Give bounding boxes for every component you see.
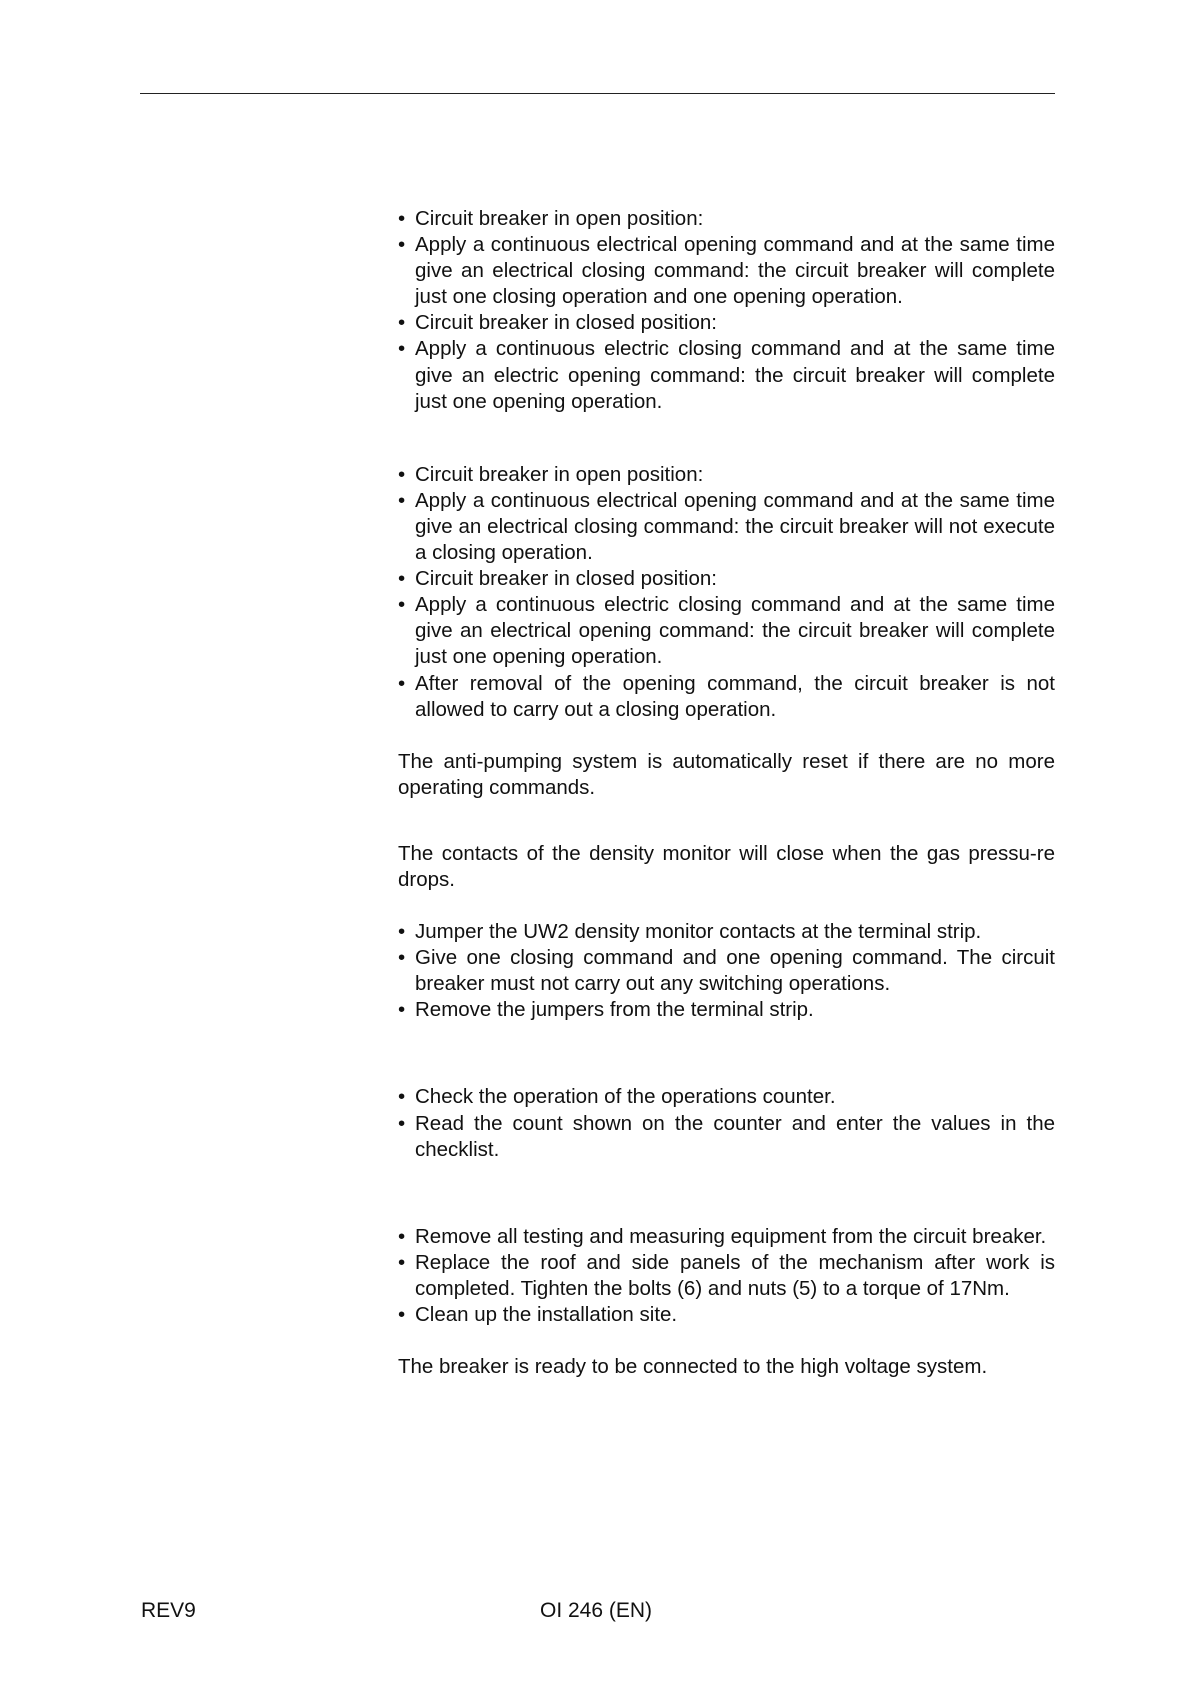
list-item: • Read the count shown on the counter and enter the values in the checklist. (398, 1111, 1055, 1163)
page-content (398, 206, 1055, 1380)
bullet-list (398, 919, 1055, 1023)
bullet-list (398, 462, 1055, 723)
list-item: • Circuit breaker in open position: (398, 206, 1055, 232)
list-item: • After removal of the opening command, the circuit breaker is not allowed to carry out a closing operation. (398, 671, 1055, 723)
list-item: • Jumper the UW2 density monitor contacts at the terminal strip. (398, 919, 1055, 945)
list-item: • Apply a continuous electrical opening command and at the same time give an electrical closing command: the circuit breaker will not execute a closing operation. (398, 488, 1055, 566)
list-item: • Remove all testing and measuring equipment from the circuit breaker. (398, 1224, 1055, 1250)
anti-pumping-device-section (398, 462, 1055, 801)
header-rule (140, 93, 1055, 94)
list-item: • Apply a continuous electrical opening command and at the same time give an electrical closing command: the circuit breaker will complete just one closing operation and one opening operation. (398, 232, 1055, 310)
list-item: • Replace the roof and side panels of the mechanism after work is completed. Tighten the bolts (6) and nuts (5) to a torque of 17Nm. (398, 1250, 1055, 1302)
list-item: • Apply a continuous electric closing command and at the same time give an electrical opening command: the circuit breaker will complete just one opening operation. (398, 592, 1055, 670)
document-code: OI 246 (EN) (540, 1599, 653, 1622)
list-item: • Circuit breaker in closed position: (398, 566, 1055, 592)
list-item: • Circuit breaker in open position: (398, 462, 1055, 488)
bullet-list (398, 1224, 1055, 1328)
bullet-list (398, 206, 1055, 415)
bullet-list (398, 1084, 1055, 1162)
list-item: • Check the operation of the operations counter. (398, 1084, 1055, 1110)
ready-note: The breaker is ready to be connected to the high voltage system. (398, 1355, 988, 1379)
revision-label: REV9 (141, 1599, 196, 1622)
completion-section (398, 1224, 1055, 1380)
list-item: • Circuit breaker in closed position: (398, 310, 1055, 336)
list-item: • Give one closing command and one opening command. The circuit breaker must not carry out any switching operations. (398, 945, 1055, 997)
anti-pumping-test-section (398, 206, 1055, 415)
density-monitor-section (398, 841, 1055, 1024)
operations-counter-section (398, 1084, 1055, 1162)
reset-note: The anti-pumping system is automatically reset if there are no more operating commands. (398, 749, 1055, 799)
density-intro: The contacts of the density monitor will close when the gas pressu-re drops. (398, 841, 1055, 891)
list-item: • Apply a continuous electric closing command and at the same time give an electric opening command: the circuit breaker will complete just one opening operation. (398, 336, 1055, 414)
list-item: • Remove the jumpers from the terminal strip. (398, 997, 1055, 1023)
list-item: • Clean up the installation site. (398, 1302, 1055, 1328)
